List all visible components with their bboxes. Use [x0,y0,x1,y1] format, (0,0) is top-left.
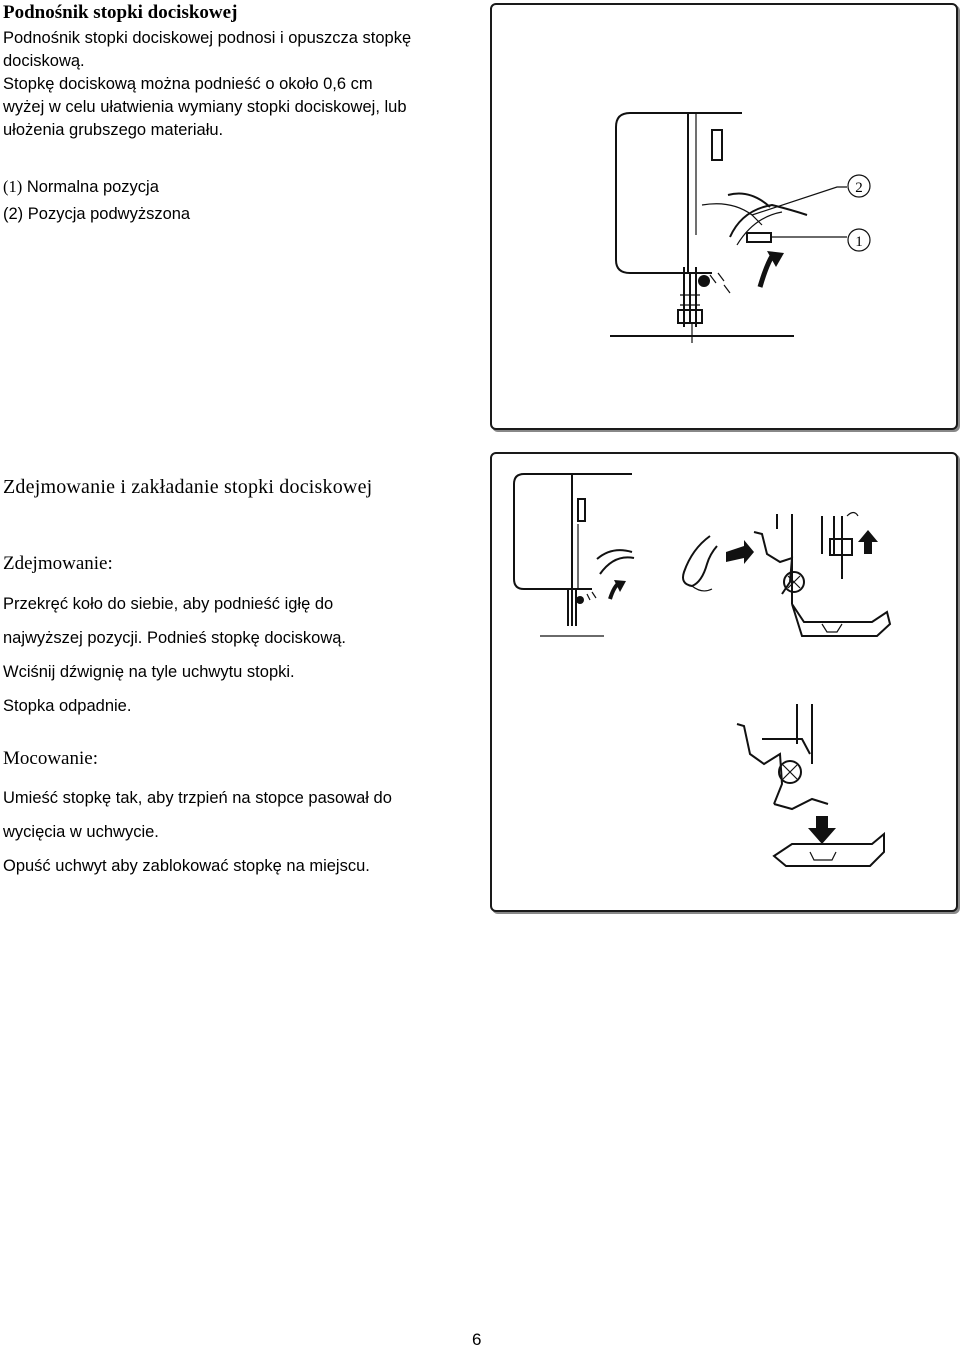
lifter-description [3,27,493,142]
mounting-instructions [3,781,483,883]
text-line: Umieść stopkę tak, aby trzpień na stopce pasował do [3,789,392,807]
page-number: 6 [472,1330,482,1349]
presser-foot-lifter-illustration [492,5,956,428]
text-line: ułożenia grubszego materiału. [3,121,224,139]
position-number: (2) [3,205,24,223]
lifter-figure-frame [490,3,958,430]
removal-heading: Zdejmowanie: [3,553,113,574]
small-machine-head-illustration [514,474,634,636]
text-line: najwyższej pozycji. Podnieś stopkę dociskową. [3,629,346,647]
positions-list [3,175,190,226]
foot-change-figure-frame [490,452,958,912]
text-line: Opuść uchwyt aby zablokować stopkę na miejscu. [3,857,370,875]
position-item-normal [3,175,190,199]
position-label: Normalna pozycja [26,178,159,196]
text-line: Podnośnik stopki dociskowej podnosi i opuszcza stopkę [3,29,412,47]
presser-foot-change-illustration [492,454,956,910]
text-line: wyżej w celu ułatwienia wymiany stopki dociskowej, lub [3,98,407,116]
position-item-raised [3,203,190,226]
text-line: wycięcia w uchwycie. [3,823,159,841]
text-line: Przekręć koło do siebie, aby podnieść igłę do [3,595,334,613]
callout-number-2: 2 [855,180,863,196]
lifter-title: Podnośnik stopki dociskowej [3,2,238,23]
position-label: Pozycja podwyższona [27,205,191,223]
position-number: (1) [3,177,23,196]
lifter-lever [747,233,771,242]
foot-section-title: Zdejmowanie i zakładanie stopki dociskowej [3,476,373,498]
text-line: dociskową. [3,52,85,70]
needle-screw [698,275,710,287]
removal-instructions [3,587,483,723]
text-line: Wciśnij dźwignię na tyle uchwytu stopki. [3,663,295,681]
hand-pressing-lever-illustration [683,513,890,637]
text-line: Stopkę dociskową można podnieść o około 0,6 cm [3,75,373,93]
mounting-heading: Mocowanie: [3,748,98,769]
text-line: Stopka odpadnie. [3,697,132,715]
callout-number-1: 1 [855,234,863,250]
needle-bar-slot [712,130,722,160]
attaching-foot-illustration [737,704,884,866]
